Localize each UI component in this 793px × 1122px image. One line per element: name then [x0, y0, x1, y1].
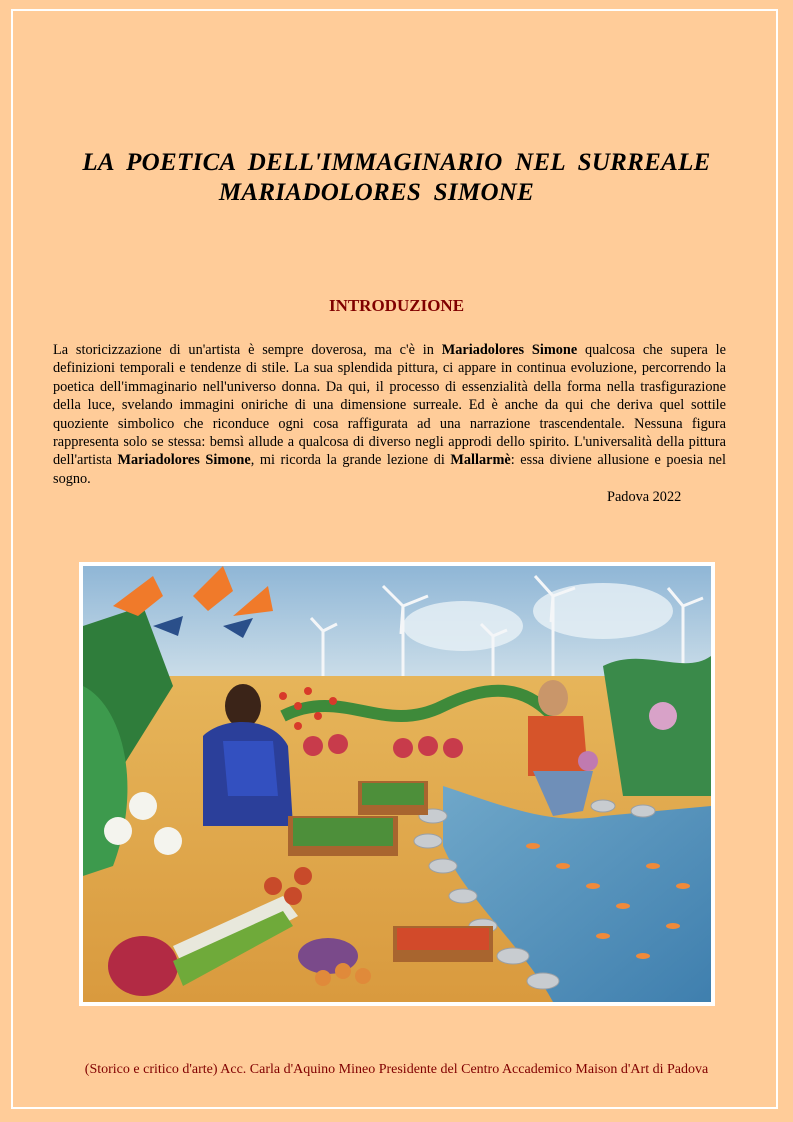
artist-name: Mariadolores Simone	[441, 342, 578, 358]
text-run: , mi ricorda la grande lezione di	[250, 452, 451, 469]
text-run: : essa diviene allusione e poesia nel sogno.	[53, 452, 726, 487]
section-heading: INTRODUZIONE	[328, 296, 465, 315]
page-title	[0, 148, 793, 208]
painting-frame	[79, 562, 715, 1006]
text-run: qualcosa che supera le definizioni temporali e tendenze di stile. La sua splendida pittura, ci appare in continua evoluzione, percorrendo la poetica dell'immaginario nell'universo donna. Da qui, il processo di essenzialità della forma nella trasfigurazione della luce, svelando immagini oniriche di una dimensione surreale. Ed è anche da qui che deriva quel sottile quoziente simbolico che riconduce ogni cosa raffigurata ad una narrazione trascendentale. Nessuna figura rappresenta solo se stessa: bemsì allude a qualcosa di diverso negli approdi dello spirito. L'universalità della pittura dell'artista	[53, 342, 726, 469]
author-caption: (Storico e critico d'arte) Acc. Carla d'Aquino Mineo Presidente del Centro Accademico Maison d'Art di Padova	[84, 1062, 709, 1077]
artist-name: Mariadolores Simone	[117, 452, 251, 469]
title-line-1: LA POETICA DELL'IMMAGINARIO NEL SURREALE	[82, 149, 711, 176]
text-run: La storicizzazione di un'artista è sempre doverosa, ma c'è in	[53, 342, 442, 358]
title-line-2: MARIADOLORES SIMONE	[218, 179, 535, 206]
poet-name: Mallarmè	[450, 452, 511, 469]
painting-image	[83, 566, 711, 1002]
place-date: Padova 2022	[607, 489, 682, 505]
introduction-paragraph	[53, 341, 726, 488]
